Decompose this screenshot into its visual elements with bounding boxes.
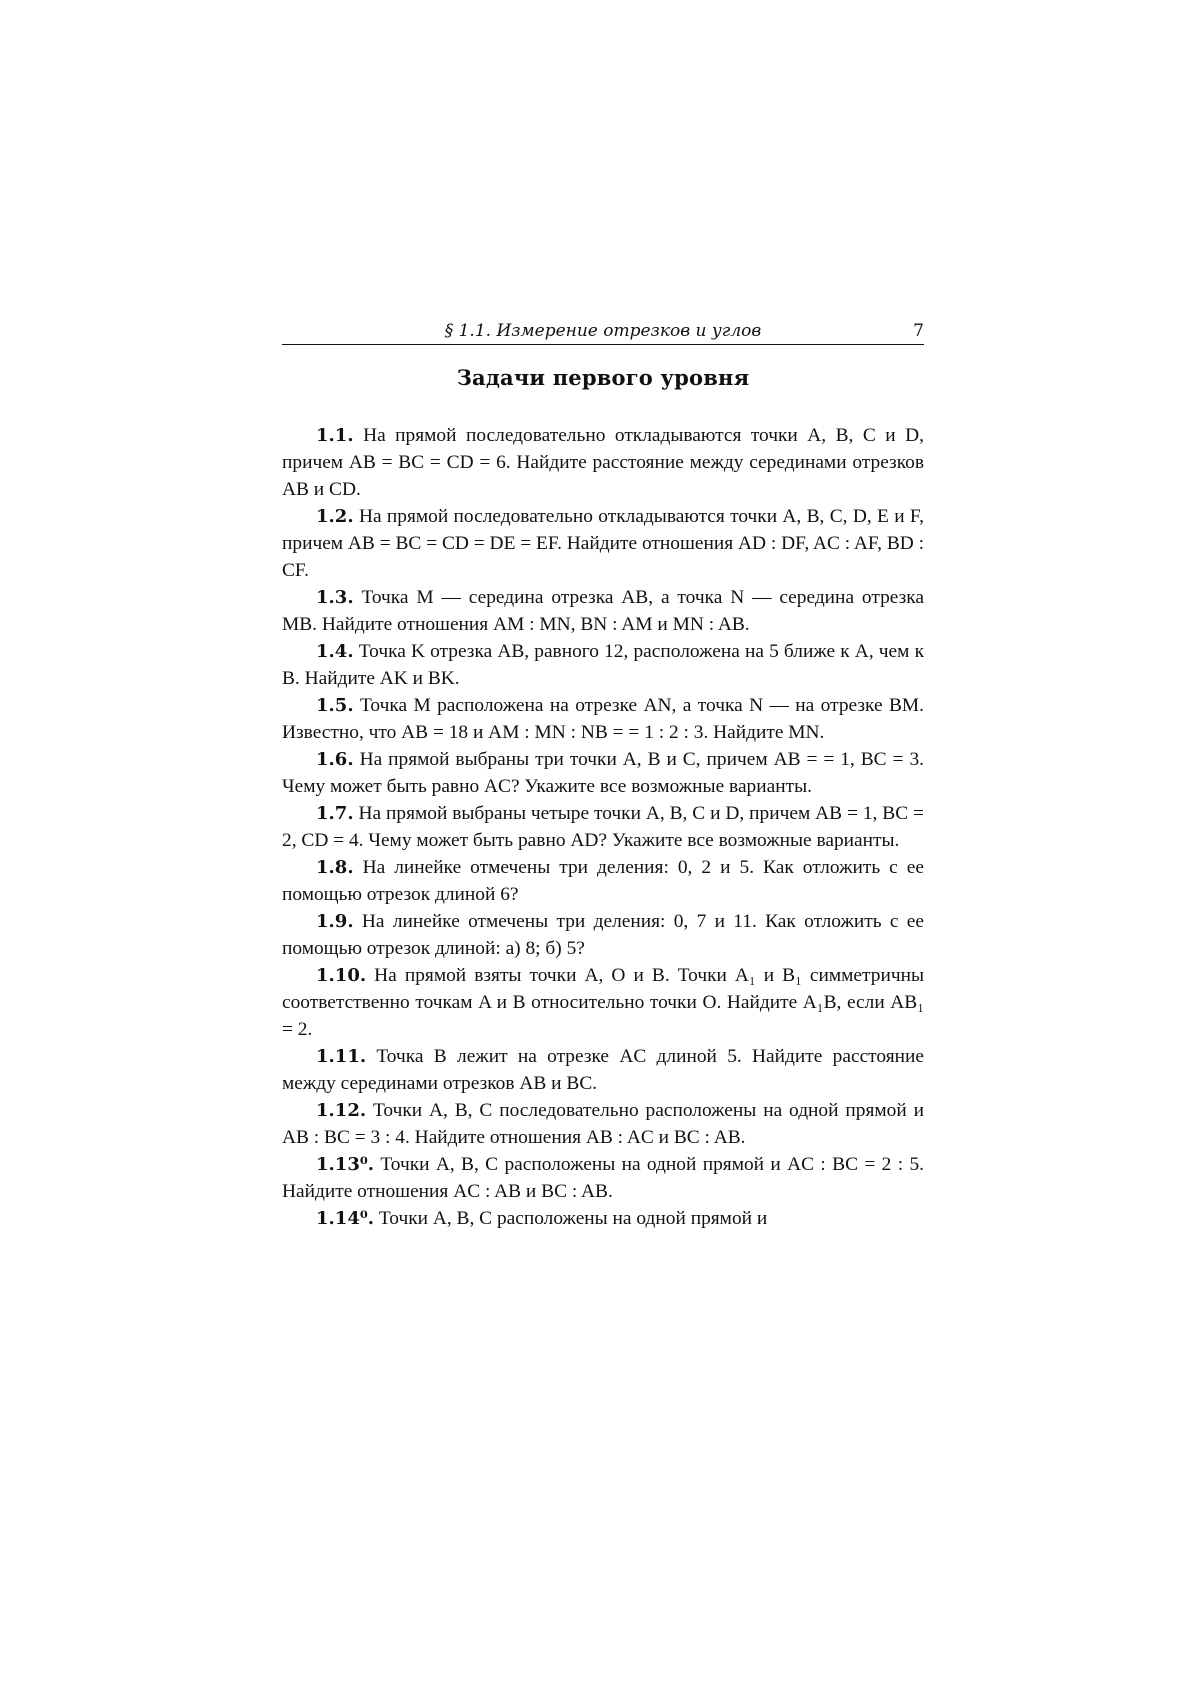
problem-number: 1.3. bbox=[316, 587, 354, 608]
problem-1-12 bbox=[282, 1097, 924, 1151]
problem-1-8 bbox=[282, 854, 924, 908]
problem-number: 1.13⁰. bbox=[316, 1154, 374, 1175]
problem-number: 1.10. bbox=[316, 965, 367, 986]
problem-text: Точки A, B, C расположены на одной прямой и bbox=[378, 1208, 768, 1229]
page-number: 7 bbox=[913, 321, 924, 341]
problem-number: 1.12. bbox=[316, 1100, 367, 1121]
problem-1-9 bbox=[282, 908, 924, 962]
problem-number: 1.4. bbox=[316, 641, 354, 662]
problem-number: 1.1. bbox=[316, 425, 354, 446]
section-title: Задачи первого уровня bbox=[456, 365, 750, 390]
problem-1-10 bbox=[282, 962, 924, 1043]
problem-1-7 bbox=[282, 800, 924, 854]
problem-text: Точка B лежит на отрезке AC длиной 5. Найдите расстояние между серединами отрезков AB и BC. bbox=[282, 1046, 925, 1094]
problem-text: На прямой взяты точки A, O и B. Точки A₁ и B₁ симметричны соответственно точкам A и B относительно точки O. Найдите A₁B, если AB₁ = 2. bbox=[282, 965, 924, 1040]
problem-text: Точки A, B, C последовательно расположены на одной прямой и AB : BC = 3 : 4. Найдите отношения AB : AC и BC : AB. bbox=[282, 1100, 924, 1148]
problem-1-4 bbox=[282, 638, 924, 692]
problem-1-5 bbox=[282, 692, 924, 746]
running-title: § 1.1. Измерение отрезков и углов bbox=[444, 321, 762, 341]
problem-number: 1.14⁰. bbox=[316, 1208, 374, 1229]
problem-1-13 bbox=[282, 1151, 924, 1205]
problem-number: 1.6. bbox=[316, 749, 354, 770]
problem-number: 1.8. bbox=[316, 857, 354, 878]
problem-number: 1.7. bbox=[316, 803, 354, 824]
running-head bbox=[282, 318, 924, 345]
problem-number: 1.5. bbox=[316, 695, 354, 716]
problem-1-11 bbox=[282, 1043, 924, 1097]
problem-1-2 bbox=[282, 503, 924, 584]
problem-number: 1.9. bbox=[316, 911, 354, 932]
problem-text: На прямой выбраны три точки A, B и C, причем AB = = 1, BC = 3. Чему может быть равно AC? Укажите все возможные варианты. bbox=[282, 749, 924, 797]
problem-text: На линейке отмечены три деления: 0, 7 и 11. Как отложить с ее помощью отрезок длиной: а) 8; б) 5? bbox=[282, 911, 924, 959]
problem-text: Точки A, B, C расположены на одной прямой и AC : BC = 2 : 5. Найдите отношения AC : AB и BC : AB. bbox=[282, 1154, 924, 1202]
problem-number: 1.2. bbox=[316, 506, 354, 527]
problem-text: На прямой последовательно откладываются точки A, B, C, D, E и F, причем AB = BC = CD = DE = EF. Найдите отношения AD : DF, AC : AF, BD : CF. bbox=[282, 506, 925, 581]
problem-text: На линейке отмечены три деления: 0, 2 и 5. Как отложить с ее помощью отрезок длиной 6? bbox=[282, 857, 924, 905]
problem-text: Точка K отрезка AB, равного 12, расположена на 5 ближе к A, чем к B. Найдите AK и BK. bbox=[282, 641, 924, 689]
problem-text: На прямой последовательно откладываются точки A, B, C и D, причем AB = BC = CD = 6. Найдите расстояние между серединами отрезков AB и CD. bbox=[282, 425, 924, 500]
problem-text: На прямой выбраны четыре точки A, B, C и D, причем AB = 1, BC = 2, CD = 4. Чему может быть равно AD? Укажите все возможные варианты. bbox=[282, 803, 924, 851]
problem-text: Точка M — середина отрезка AB, а точка N — середина отрезка MB. Найдите отношения AM : MN, BN : AM и MN : AB. bbox=[282, 587, 924, 635]
problem-1-3 bbox=[282, 584, 924, 638]
page-column bbox=[282, 318, 924, 1232]
problem-list bbox=[282, 422, 924, 1232]
problem-1-14 bbox=[282, 1205, 924, 1232]
problem-text: Точка M расположена на отрезке AN, а точка N — на отрезке BM. Известно, что AB = 18 и AM : MN : NB = = 1 : 2 : 3. Найдите MN. bbox=[282, 695, 924, 743]
problem-1-6 bbox=[282, 746, 924, 800]
problem-1-1 bbox=[282, 422, 924, 503]
problem-number: 1.11. bbox=[316, 1046, 367, 1067]
